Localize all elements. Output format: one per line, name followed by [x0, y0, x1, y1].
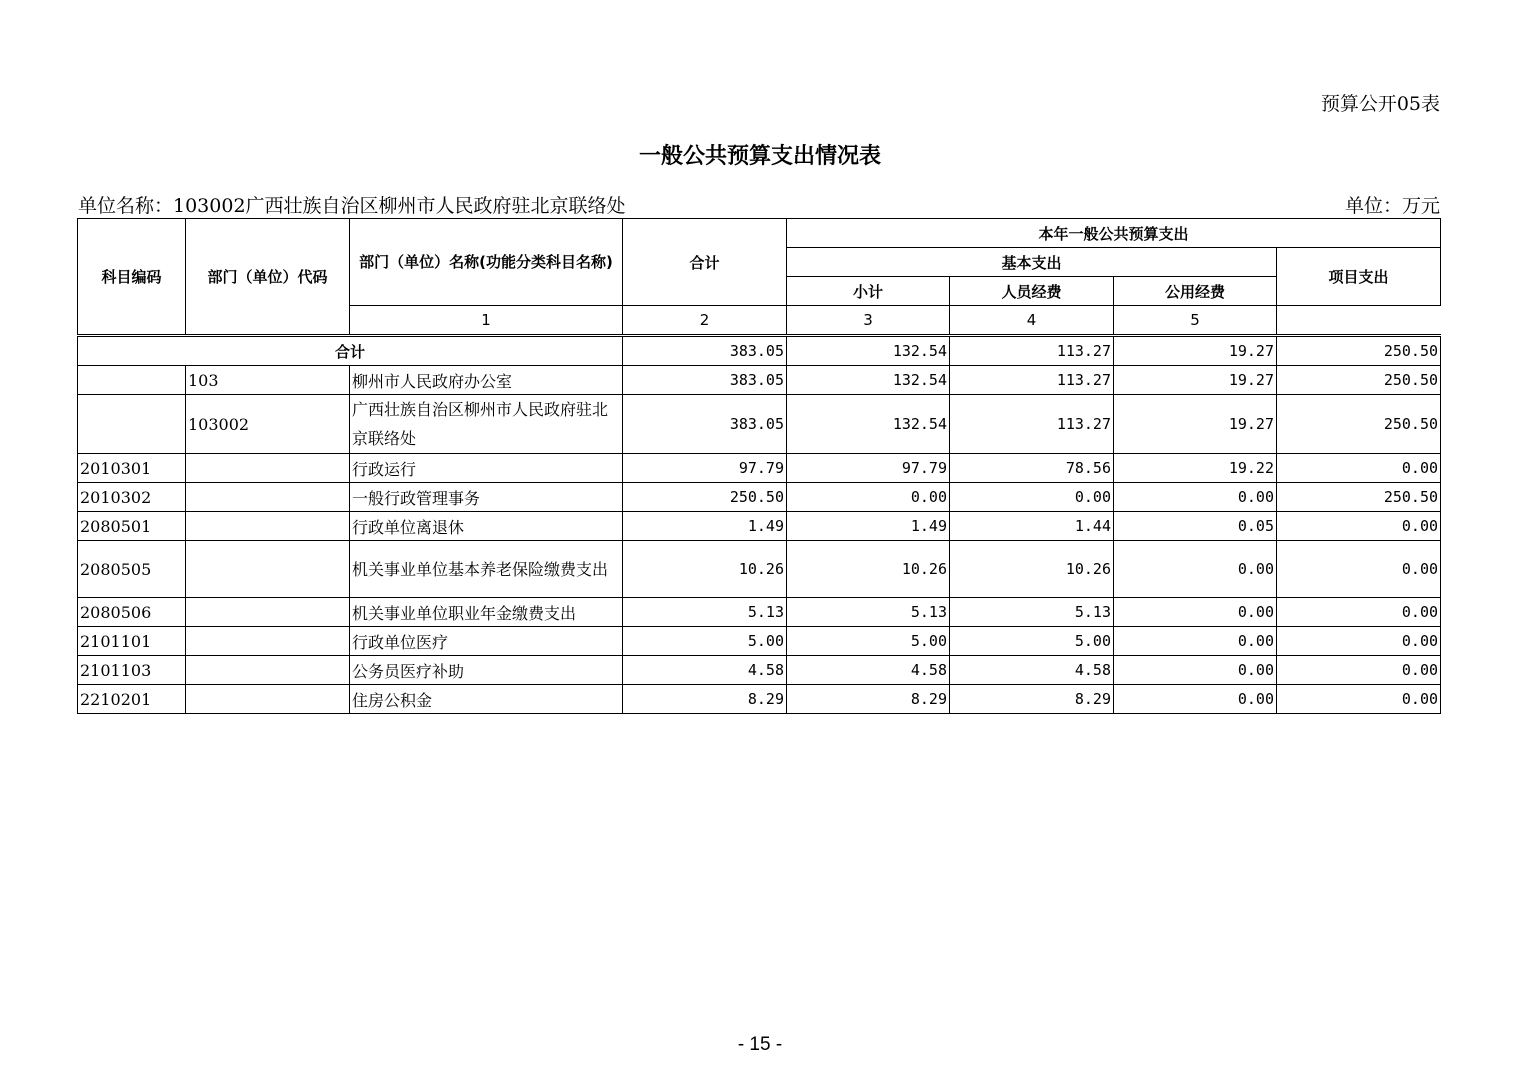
currency-unit: 单位：万元 — [1344, 195, 1440, 217]
cell-personnel: 5.13 — [950, 598, 1114, 627]
cell-subtotal: 4.58 — [787, 656, 950, 685]
cell-public: 0.00 — [1114, 483, 1277, 512]
cell-personnel: 8.29 — [950, 685, 1114, 714]
cell-name: 行政单位医疗 — [350, 627, 623, 656]
cell-personnel: 4.58 — [950, 656, 1114, 685]
cell-dept-code — [186, 454, 350, 483]
table-row — [78, 366, 1441, 395]
header-personnel: 人员经费 — [950, 277, 1114, 306]
table-row — [78, 395, 1441, 454]
cell-public: 0.00 — [1114, 627, 1277, 656]
header-dept-code: 部门（单位）代码 — [186, 219, 350, 336]
page-number: - 15 - — [737, 1034, 783, 1055]
total-label: 合计 — [78, 336, 623, 366]
header-dept-name: 部门（单位）名称(功能分类科目名称) — [350, 219, 623, 306]
cell-public: 19.27 — [1114, 395, 1277, 454]
cell-subject-code: 2010302 — [78, 483, 186, 512]
cell-dept-code — [186, 685, 350, 714]
header-public: 公用经费 — [1114, 277, 1277, 306]
total-public: 19.27 — [1114, 336, 1277, 366]
cell-total: 383.05 — [623, 395, 787, 454]
total-row — [78, 336, 1441, 366]
cell-public: 19.27 — [1114, 366, 1277, 395]
cell-public: 19.22 — [1114, 454, 1277, 483]
header-index-2: 2 — [623, 306, 787, 336]
cell-dept-code — [186, 541, 350, 598]
header-current-year-expenditure: 本年一般公共预算支出 — [787, 219, 1441, 248]
cell-project: 0.00 — [1277, 627, 1441, 656]
cell-personnel: 10.26 — [950, 541, 1114, 598]
header-subtotal: 小计 — [787, 277, 950, 306]
cell-total: 10.26 — [623, 541, 787, 598]
header-index-1: 1 — [350, 306, 623, 336]
cell-subject-code: 2080505 — [78, 541, 186, 598]
cell-subject-code: 2101101 — [78, 627, 186, 656]
table-row — [78, 685, 1441, 714]
cell-name: 行政单位离退休 — [350, 512, 623, 541]
cell-total: 383.05 — [623, 366, 787, 395]
cell-subtotal: 5.13 — [787, 598, 950, 627]
page-title: 一般公共预算支出情况表 — [638, 144, 881, 169]
cell-public: 0.00 — [1114, 656, 1277, 685]
cell-total: 5.00 — [623, 627, 787, 656]
cell-dept-code: 103002 — [186, 395, 350, 454]
cell-subtotal: 132.54 — [787, 366, 950, 395]
cell-name: 行政运行 — [350, 454, 623, 483]
cell-public: 0.00 — [1114, 541, 1277, 598]
cell-subject-code — [78, 395, 186, 454]
cell-name: 住房公积金 — [350, 685, 623, 714]
total-personnel: 113.27 — [950, 336, 1114, 366]
cell-dept-code — [186, 512, 350, 541]
cell-subject-code — [78, 366, 186, 395]
cell-project: 0.00 — [1277, 685, 1441, 714]
cell-total: 250.50 — [623, 483, 787, 512]
header-index-4: 4 — [950, 306, 1114, 336]
cell-subtotal: 132.54 — [787, 395, 950, 454]
cell-project: 250.50 — [1277, 483, 1441, 512]
total-subtotal: 132.54 — [787, 336, 950, 366]
cell-personnel: 1.44 — [950, 512, 1114, 541]
cell-name: 公务员医疗补助 — [350, 656, 623, 685]
table-row — [78, 541, 1441, 598]
cell-total: 4.58 — [623, 656, 787, 685]
table-row — [78, 483, 1441, 512]
cell-personnel: 0.00 — [950, 483, 1114, 512]
cell-subtotal: 1.49 — [787, 512, 950, 541]
cell-name: 一般行政管理事务 — [350, 483, 623, 512]
cell-public: 0.00 — [1114, 598, 1277, 627]
cell-project: 0.00 — [1277, 541, 1441, 598]
cell-project: 0.00 — [1277, 656, 1441, 685]
cell-total: 8.29 — [623, 685, 787, 714]
cell-total: 97.79 — [623, 454, 787, 483]
cell-project: 0.00 — [1277, 598, 1441, 627]
header-subject-code: 科目编码 — [78, 219, 186, 336]
header-total: 合计 — [623, 219, 787, 306]
cell-public: 0.00 — [1114, 685, 1277, 714]
cell-dept-code: 103 — [186, 366, 350, 395]
cell-project: 250.50 — [1277, 395, 1441, 454]
table-row — [78, 656, 1441, 685]
cell-subject-code: 2210201 — [78, 685, 186, 714]
cell-subject-code: 2101103 — [78, 656, 186, 685]
header-index-3: 3 — [787, 306, 950, 336]
cell-name: 柳州市人民政府办公室 — [350, 366, 623, 395]
table-row — [78, 512, 1441, 541]
cell-name: 机关事业单位职业年金缴费支出 — [350, 598, 623, 627]
cell-dept-code — [186, 656, 350, 685]
budget-table — [77, 218, 1441, 714]
cell-dept-code — [186, 598, 350, 627]
cell-subtotal: 97.79 — [787, 454, 950, 483]
cell-subtotal: 0.00 — [787, 483, 950, 512]
cell-personnel: 78.56 — [950, 454, 1114, 483]
header-project-expenditure: 项目支出 — [1277, 248, 1441, 306]
cell-subtotal: 8.29 — [787, 685, 950, 714]
cell-subject-code: 2080501 — [78, 512, 186, 541]
table-row — [78, 627, 1441, 656]
cell-personnel: 113.27 — [950, 395, 1114, 454]
cell-personnel: 5.00 — [950, 627, 1114, 656]
unit-name: 单位名称：103002广西壮族自治区柳州市人民政府驻北京联络处 — [78, 195, 626, 217]
cell-project: 0.00 — [1277, 454, 1441, 483]
cell-project: 0.00 — [1277, 512, 1441, 541]
cell-subtotal: 10.26 — [787, 541, 950, 598]
cell-personnel: 113.27 — [950, 366, 1114, 395]
cell-name: 机关事业单位基本养老保险缴费支出 — [350, 541, 623, 598]
total-project: 250.50 — [1277, 336, 1441, 366]
form-number: 预算公开05表 — [1320, 93, 1440, 115]
cell-project: 250.50 — [1277, 366, 1441, 395]
header-index-5: 5 — [1114, 306, 1277, 336]
cell-total: 1.49 — [623, 512, 787, 541]
cell-subtotal: 5.00 — [787, 627, 950, 656]
header-basic-expenditure: 基本支出 — [787, 248, 1277, 277]
total-total: 383.05 — [623, 336, 787, 366]
cell-dept-code — [186, 483, 350, 512]
cell-name: 广西壮族自治区柳州市人民政府驻北京联络处 — [350, 395, 623, 454]
cell-public: 0.05 — [1114, 512, 1277, 541]
cell-subject-code: 2010301 — [78, 454, 186, 483]
cell-total: 5.13 — [623, 598, 787, 627]
cell-subject-code: 2080506 — [78, 598, 186, 627]
table-row — [78, 598, 1441, 627]
cell-dept-code — [186, 627, 350, 656]
table-row — [78, 454, 1441, 483]
